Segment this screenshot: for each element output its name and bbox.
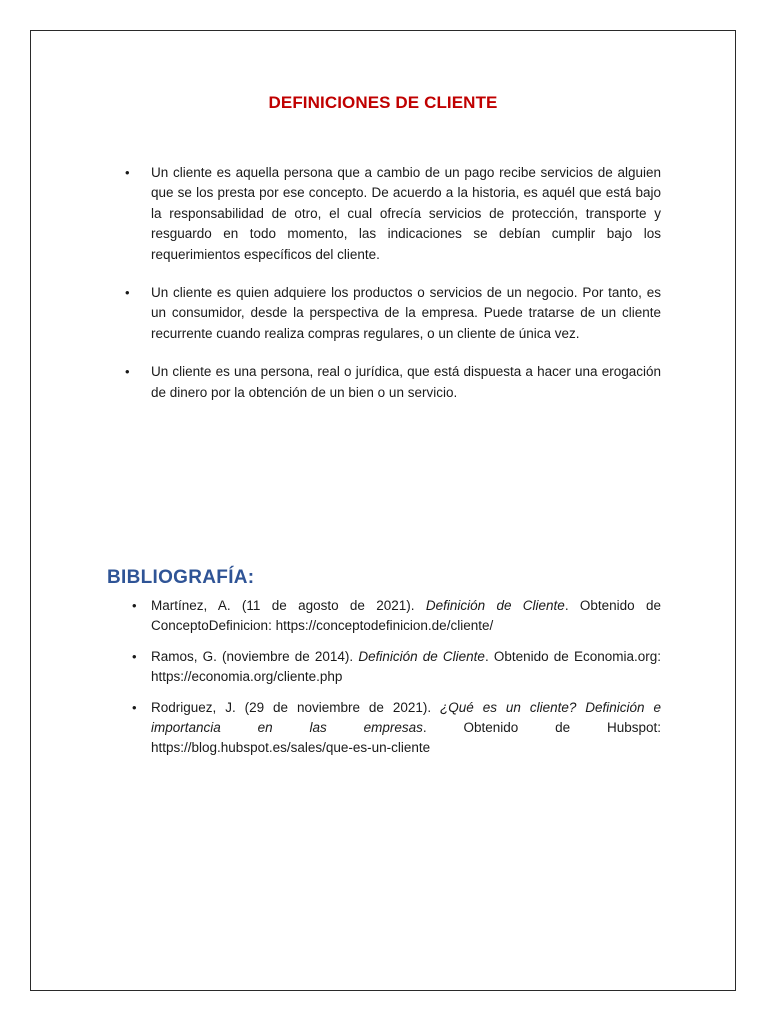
reference-prefix: Martínez, A. (11 de agosto de 2021). <box>151 598 426 613</box>
reference-item <box>122 647 661 688</box>
definition-item: • Un cliente es aquella persona que a cambio de un pago recibe servicios de alguien que se los presta por ese concepto. De acuerdo a la historia, es aquél que está bajo la responsabilidad de otro, el cual ofrecía servicios de protección, transporte y resguardo en todo momento, las indicaciones se debían cumplir bajo los requerimientos específicos del cliente. <box>122 163 661 265</box>
reference-item <box>122 698 661 759</box>
document-page <box>30 30 736 991</box>
bibliography-title: BIBLIOGRAFÍA: <box>107 567 255 588</box>
reference-suffix: . Obtenido de ConceptoDefinicion: https://conceptodefinicion.de/cliente/ <box>151 598 662 634</box>
reference-suffix: . Obtenido de Hubspot: https://blog.hubspot.es/sales/que-es-un-cliente <box>151 720 661 756</box>
reference-suffix: . Obtenido de Economia.org: https://economia.org/cliente.php <box>151 648 661 685</box>
reference-prefix: Ramos, G. (noviembre de 2014). <box>151 648 359 664</box>
references-list <box>122 596 661 769</box>
definitions-list <box>122 163 661 421</box>
reference-work-title: Definición de Cliente <box>358 648 485 664</box>
document-title: DEFINICIONES DE CLIENTE <box>268 93 498 112</box>
definition-item: • Un cliente es una persona, real o jurídica, que está dispuesta a hacer una erogación de dinero por la obtención de un bien o un servicio. <box>122 362 661 403</box>
reference-item <box>122 596 661 637</box>
reference-work-title: Definición de Cliente <box>425 598 565 613</box>
reference-prefix: Rodriguez, J. (29 de noviembre de 2021). <box>151 699 441 715</box>
definition-item: • Un cliente es quien adquiere los productos o servicios de un negocio. Por tanto, es un consumidor, desde la perspectiva de la empresa. Puede tratarse de un cliente recurrente cuando realiza compras regulares, o un cliente de única vez. <box>122 283 661 344</box>
reference-work-title: ¿Qué es un cliente? Definición e importancia en las empresas <box>151 699 661 736</box>
